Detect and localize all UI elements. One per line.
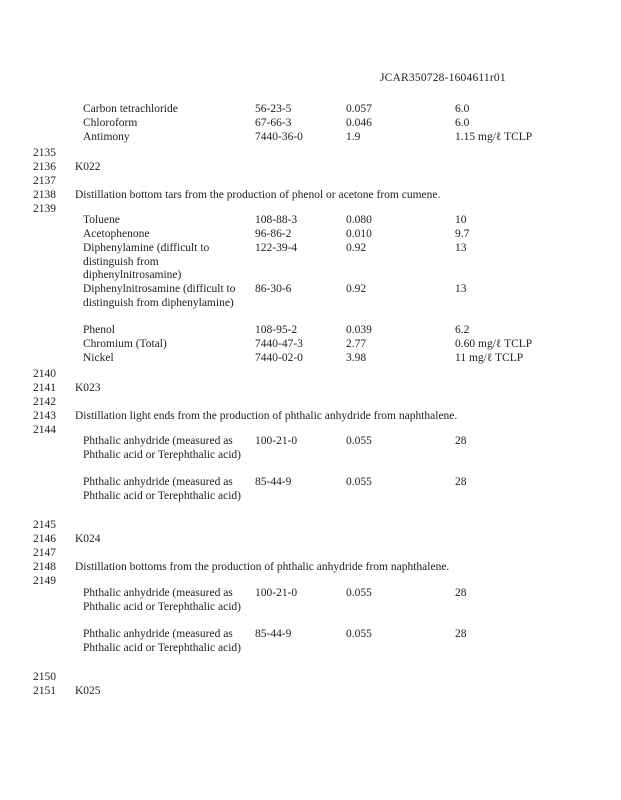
constituent-name: Toluene [83,214,120,226]
waste-description: Distillation light ends from the production of phthalic anhydride from naphthalene. [75,410,458,422]
waste-code-heading: K023 [75,382,101,394]
cas-number: 108-88-3 [255,214,298,226]
line-number: 2149 [33,575,56,587]
nonwastewater-standard: 6.0 [455,117,470,129]
wastewater-standard: 0.055 [346,587,372,599]
nonwastewater-standard: 10 [455,214,467,226]
waste-code-heading: K022 [75,161,101,173]
constituent-name: Chromium (Total) [83,338,167,350]
cas-number: 100-21-0 [255,587,298,599]
wastewater-standard: 0.039 [346,324,372,336]
wastewater-standard: 0.080 [346,214,372,226]
wastewater-standard: 0.055 [346,476,372,488]
nonwastewater-standard: 13 [455,242,467,254]
wastewater-standard: 0.92 [346,283,367,295]
line-number: 2142 [33,396,56,408]
nonwastewater-standard: 28 [455,587,467,599]
wastewater-standard: 0.057 [346,103,372,115]
wastewater-standard: 0.010 [346,228,372,240]
wastewater-standard: 0.92 [346,242,367,254]
line-number: 2145 [33,519,56,531]
line-number: 2147 [33,547,56,559]
nonwastewater-standard: 13 [455,283,467,295]
line-number: 2150 [33,671,56,683]
line-number: 2148 [33,561,56,573]
constituent-name: Acetophenone [83,228,150,240]
line-number: 2151 [33,685,56,697]
line-number: 2144 [33,424,56,436]
line-number: 2143 [33,410,56,422]
line-number: 2146 [33,533,56,545]
nonwastewater-standard: 0.60 mg/ℓ TCLP [455,338,533,350]
cas-number: 96-86-2 [255,228,292,240]
constituent-name: Phenol [83,324,115,336]
constituent-name: Diphenylnitrosamine (difficult to distinguish from diphenylamine) [83,283,236,309]
cas-number: 100-21-0 [255,435,298,447]
cas-number: 108-95-2 [255,324,298,336]
waste-description: Distillation bottoms from the production of phthalic anhydride from naphthalene. [75,561,450,573]
nonwastewater-standard: 28 [455,435,467,447]
wastewater-standard: 2.77 [346,338,367,350]
nonwastewater-standard: 6.0 [455,103,470,115]
nonwastewater-standard: 9.7 [455,228,470,240]
line-number: 2138 [33,189,56,201]
wastewater-standard: 0.055 [346,628,372,640]
waste-code-heading: K025 [75,685,101,697]
cas-number: 7440-47-3 [255,338,303,350]
constituent-name: Phthalic anhydride (measured as Phthalic acid or Terephthalic acid) [83,435,242,461]
cas-number: 122-39-4 [255,242,298,254]
line-number: 2140 [33,368,56,380]
constituent-name: Phthalic anhydride (measured as Phthalic acid or Terephthalic acid) [83,587,242,613]
constituent-name: Carbon tetrachloride [83,103,178,115]
nonwastewater-standard: 28 [455,476,467,488]
line-number: 2136 [33,161,56,173]
cas-number: 7440-36-0 [255,131,303,143]
constituent-name: Nickel [83,352,114,364]
constituent-name: Diphenylamine (difficult to distinguish from diphenylnitrosamine) [83,242,210,281]
nonwastewater-standard: 28 [455,628,467,640]
wastewater-standard: 1.9 [346,131,361,143]
line-number: 2139 [33,203,56,215]
cas-number: 67-66-3 [255,117,292,129]
constituent-name: Chloroform [83,117,138,129]
cas-number: 7440-02-0 [255,352,303,364]
waste-code-heading: K024 [75,533,101,545]
wastewater-standard: 0.055 [346,435,372,447]
wastewater-standard: 3.98 [346,352,367,364]
waste-description: Distillation bottom tars from the production of phenol or acetone from cumene. [75,189,441,201]
line-number: 2137 [33,175,56,187]
nonwastewater-standard: 6.2 [455,324,470,336]
line-number: 2135 [33,147,56,159]
constituent-name: Phthalic anhydride (measured as Phthalic acid or Terephthalic acid) [83,476,242,502]
constituent-name: Antimony [83,131,130,143]
cas-number: 56-23-5 [255,103,292,115]
line-number: 2141 [33,382,56,394]
wastewater-standard: 0.046 [346,117,372,129]
document-id: JCAR350728-1604611r01 [380,72,506,84]
cas-number: 85-44-9 [255,476,292,488]
cas-number: 86-30-6 [255,283,292,295]
cas-number: 85-44-9 [255,628,292,640]
nonwastewater-standard: 1.15 mg/ℓ TCLP [455,131,533,143]
constituent-name: Phthalic anhydride (measured as Phthalic acid or Terephthalic acid) [83,628,242,654]
nonwastewater-standard: 11 mg/ℓ TCLP [455,352,524,364]
